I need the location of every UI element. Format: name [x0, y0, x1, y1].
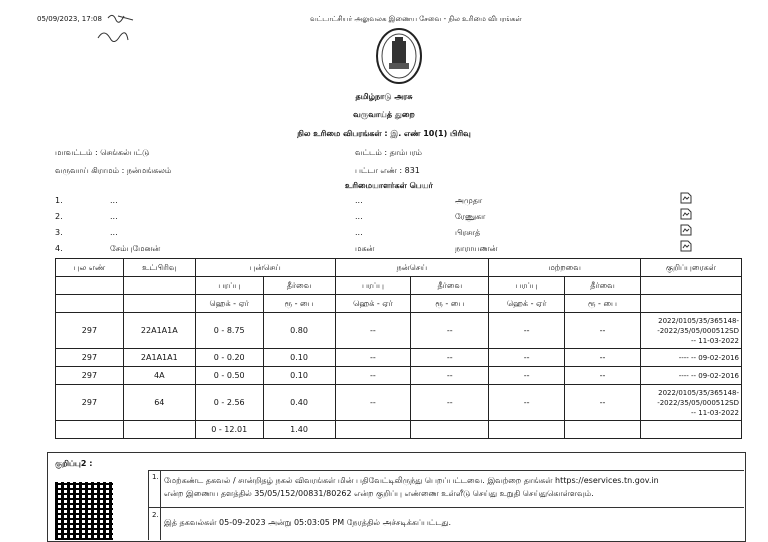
- sub-area: பரப்பு: [335, 277, 411, 295]
- col-remarks: குறிப்புரைகள்: [640, 259, 741, 277]
- government-title: தமிழ்நாடு அரசு: [355, 92, 413, 101]
- owner-relation-name: சேம்புமேனன்: [110, 244, 161, 253]
- subheader-row: [56, 277, 742, 295]
- department-title: வருவாய்த் துறை: [353, 110, 415, 119]
- table-row: [56, 367, 742, 385]
- unit: ஹெக் - ஏர்: [335, 295, 411, 313]
- qr-code: [55, 482, 113, 540]
- cell: 0 - 2.56: [195, 385, 263, 421]
- total-row: [56, 421, 742, 439]
- cell: 64: [123, 385, 195, 421]
- government-seal-emblem: [375, 27, 423, 85]
- cell: --: [335, 385, 411, 421]
- owner-relation: ...: [355, 228, 363, 237]
- pdf-icon[interactable]: [680, 192, 692, 204]
- note-number: 1.: [152, 473, 159, 481]
- note-divider-vertical: [148, 470, 149, 540]
- unit: ரூ - பை: [263, 295, 335, 313]
- pdf-icon[interactable]: [680, 208, 692, 220]
- service-title: வட்டாட்சியர் அலுவலக இணைய சேவை - நில உரிமை விபரங்கள்: [310, 15, 522, 23]
- table-row: [56, 385, 742, 421]
- unit: ரூ - பை: [565, 295, 641, 313]
- owner-name: ரேணுகா: [455, 212, 486, 221]
- header-row: [56, 259, 742, 277]
- sub-tax: தீர்வை: [565, 277, 641, 295]
- cell: --: [335, 349, 411, 367]
- cell: --: [565, 349, 641, 367]
- note-number: 2.: [152, 511, 159, 519]
- remark-cell: [640, 385, 741, 421]
- document-title: நில உரிமை விபரங்கள் : இ. எண் 10(1) பிரிவு: [297, 129, 471, 138]
- unit: ரூ - பை: [411, 295, 489, 313]
- sub-area: பரப்பு: [195, 277, 263, 295]
- table-row: [56, 313, 742, 349]
- sub-area: பரப்பு: [489, 277, 565, 295]
- remark-line: -- 11-03-2022: [691, 336, 739, 345]
- owner-no: 4.: [55, 244, 63, 253]
- district-label: மாவட்டம் : செங்கல்பட்டு: [55, 148, 150, 157]
- notes-heading: குறிப்பு2 :: [55, 459, 93, 468]
- owner-relation-name: ...: [110, 196, 118, 205]
- print-timestamp: 05/09/2023, 17:08: [37, 15, 102, 23]
- cell: --: [335, 313, 411, 349]
- remark-line: 2022/0105/35/365148-: [658, 316, 739, 325]
- cell: --: [489, 349, 565, 367]
- col-others: மற்றவை: [489, 259, 641, 277]
- col-wet-land: நன்செய்: [335, 259, 489, 277]
- cell: 297: [56, 385, 124, 421]
- owners-heading: உரிமையாளர்கள் பெயர்: [345, 181, 433, 190]
- total-tax: 1.40: [263, 421, 335, 439]
- cell: 0.80: [263, 313, 335, 349]
- sub-tax: தீர்வை: [263, 277, 335, 295]
- owner-relation: ...: [355, 196, 363, 205]
- land-details-table: [55, 258, 742, 439]
- cell: --: [565, 313, 641, 349]
- cell: 297: [56, 313, 124, 349]
- table-row: [56, 349, 742, 367]
- cell: --: [411, 385, 489, 421]
- remark-line: -2022/35/05/000512SD: [657, 398, 739, 407]
- cell: --: [335, 367, 411, 385]
- cell: 0.40: [263, 385, 335, 421]
- cell: 297: [56, 367, 124, 385]
- cell: 0 - 0.20: [195, 349, 263, 367]
- cell: 0.10: [263, 349, 335, 367]
- owner-name: பிரசாத்: [455, 228, 481, 237]
- cell: --: [565, 367, 641, 385]
- cell: --: [411, 367, 489, 385]
- remark-line: ---- -- 09-02-2016: [678, 371, 739, 380]
- unit-row: [56, 295, 742, 313]
- owner-no: 3.: [55, 228, 63, 237]
- taluk-label: வட்டம் : தாம்பரம்: [355, 148, 422, 157]
- col-subdivision: உட்பிரிவு: [123, 259, 195, 277]
- cell: --: [565, 385, 641, 421]
- cell: 4A: [123, 367, 195, 385]
- note-divider: [148, 507, 744, 508]
- owner-relation-name: ...: [110, 228, 118, 237]
- remark-line: ---- -- 09-02-2016: [678, 353, 739, 362]
- cell: 2A1A1A1: [123, 349, 195, 367]
- remark-cell: [640, 313, 741, 349]
- owner-name: அமுதா: [455, 196, 483, 205]
- owner-no: 1.: [55, 196, 63, 205]
- cell: --: [489, 385, 565, 421]
- col-dry-land: புன்செய்: [195, 259, 335, 277]
- sub-tax: தீர்வை: [411, 277, 489, 295]
- pdf-icon[interactable]: [680, 224, 692, 236]
- total-area: 0 - 12.01: [195, 421, 263, 439]
- cell: --: [489, 313, 565, 349]
- note-text: இத் தகவல்கள் 05-09-2023 அன்று 05:03:05 PM நேரத்தில் அச்சடிக்கப்பட்டது.: [164, 518, 452, 527]
- pdf-icon[interactable]: [680, 240, 692, 252]
- handwritten-mark: [88, 8, 148, 48]
- owner-relation: ...: [355, 212, 363, 221]
- cell: 0 - 8.75: [195, 313, 263, 349]
- village-label: வருவாய் கிராமம் : நன்மங்கலம்: [55, 166, 172, 175]
- cell: --: [489, 367, 565, 385]
- note-number-divider: [160, 470, 161, 540]
- owner-relation-name: ...: [110, 212, 118, 221]
- owner-relation: மகன்: [355, 244, 375, 253]
- remark-line: 2022/0105/35/365148-: [658, 388, 739, 397]
- cell: --: [411, 349, 489, 367]
- note-divider: [148, 470, 744, 471]
- note-text: மேற்கண்ட தகவல் / சான்றிதழ் நகல் விவரங்கள் மின் பதிவேட்டிலிருந்து பெறப்பட்டவை. இவற்றை தாங்கள் https://eservices.tn.gov.in: [164, 476, 659, 485]
- note-text: என்ற இணைய தளத்தில் 35/05/152/00831/80262 என்ற குறிப்பு எண்ணை உள்ளீடு செய்து உறுதி செய்துகொள்ளவும்.: [164, 489, 594, 498]
- col-survey-no: புல எண்: [56, 259, 124, 277]
- cell: 22A1A1A: [123, 313, 195, 349]
- remark-line: -2022/35/05/000512SD: [657, 326, 739, 335]
- cell: 0 - 0.50: [195, 367, 263, 385]
- owner-no: 2.: [55, 212, 63, 221]
- unit: ஹெக் - ஏர்: [489, 295, 565, 313]
- remark-cell: [640, 367, 741, 385]
- unit: ஹெக் - ஏர்: [195, 295, 263, 313]
- remark-line: -- 11-03-2022: [691, 408, 739, 417]
- patta-number: பட்டா எண் : 831: [355, 166, 420, 175]
- cell: 0.10: [263, 367, 335, 385]
- remark-cell: [640, 349, 741, 367]
- cell: 297: [56, 349, 124, 367]
- owner-name: நாராயணன்: [455, 244, 498, 253]
- cell: --: [411, 313, 489, 349]
